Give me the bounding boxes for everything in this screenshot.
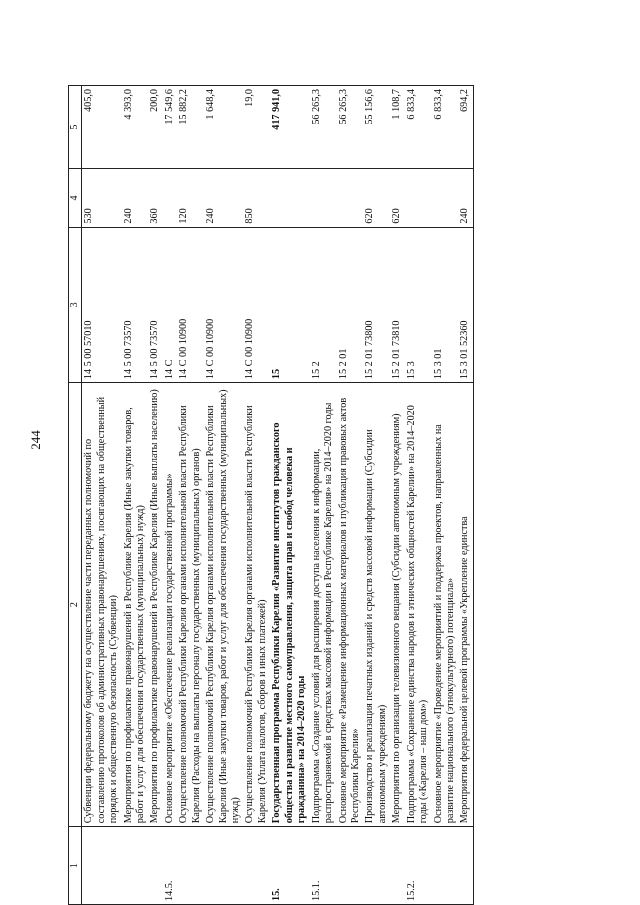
row-text: Субвенции федеральному бюджету на осуществление части переданных полномочий по составлению протоколов об административных правонарушениях, посягающих на общественный порядок и общественную безопасность (Субвенции) [82, 383, 122, 827]
row-kvr: 620 [363, 169, 390, 227]
row-kvr: 240 [458, 169, 473, 227]
table-row [405, 86, 432, 905]
row-kvr [337, 169, 364, 227]
table-row [122, 86, 149, 905]
row-kvr [270, 169, 309, 227]
row-kvr: 530 [82, 169, 122, 227]
row-code: 15 2 [310, 227, 337, 382]
row-number: 15.2. [405, 827, 432, 905]
row-sum: 417 941,0 [270, 86, 309, 169]
header-col-5: 5 [69, 86, 82, 169]
table-row [243, 86, 270, 905]
table-row [270, 86, 309, 905]
row-code: 15 2 01 [337, 227, 364, 382]
row-sum: 56 265,3 [337, 86, 364, 169]
row-kvr: 850 [243, 169, 270, 227]
row-number [458, 827, 473, 905]
row-sum: 200,0 [148, 86, 162, 169]
table-row [458, 86, 473, 905]
row-sum: 15 882,2 [177, 86, 204, 169]
row-code: 15 2 01 73800 [363, 227, 390, 382]
row-number [177, 827, 204, 905]
row-code: 15 [270, 227, 309, 382]
budget-table-sheet [68, 85, 616, 905]
table-row [148, 86, 162, 905]
row-text: Подпрограмма «Создание условий для расширения доступа населения к информации, распространяемой в средствах массовой информации в Республике Карелия» на 2014–2020 годы [310, 383, 337, 827]
row-sum: 1 648,4 [204, 86, 243, 169]
row-kvr [163, 169, 177, 227]
row-number [82, 827, 122, 905]
row-sum: 6 833,4 [432, 86, 459, 169]
row-kvr: 120 [177, 169, 204, 227]
row-sum: 6 833,4 [405, 86, 432, 169]
row-text: Осуществление полномочий Республики Карелия органами исполнительной власти Республики Карелия (Уплата налогов, сборов и иных платежей) [243, 383, 270, 827]
row-text: Осуществление полномочий Республики Карелия органами исполнительной власти Республики Карелия (Расходы на выплаты персоналу государственных (муниципальных) органов) [177, 383, 204, 827]
row-text: Мероприятия федеральной целевой программы «Укрепление единства [458, 383, 473, 827]
row-number: 15. [270, 827, 309, 905]
row-code: 14 С 00 10900 [204, 227, 243, 382]
row-kvr: 240 [122, 169, 149, 227]
table-row [177, 86, 204, 905]
row-sum: 56 265,3 [310, 86, 337, 169]
row-code: 15 3 [405, 227, 432, 382]
row-code: 14 С 00 10900 [243, 227, 270, 382]
table-row [163, 86, 177, 905]
row-kvr: 620 [390, 169, 404, 227]
row-text: Осуществление полномочий Республики Карелия органами исполнительной власти Республики Карелия (Иные закупки товаров, работ и услуг для обеспечения государственных (муниципальных) нужд) [204, 383, 243, 827]
row-kvr [405, 169, 432, 227]
row-text: Основное мероприятие «Проведение мероприятий и поддержка проектов, направленных на развитие национального (этнокультурного) потенциала» [432, 383, 459, 827]
row-sum: 55 156,6 [363, 86, 390, 169]
row-sum: 4 393,0 [122, 86, 149, 169]
row-number [363, 827, 390, 905]
row-number [204, 827, 243, 905]
row-text: Мероприятия по профилактике правонарушений в Республике Карелия (Иные выплаты населению) [148, 383, 162, 827]
row-text: Подпрограмма «Сохранение единства народов и этнических общностей Карелии» на 2014–2020 годы («Карелия – наш дом») [405, 383, 432, 827]
row-text: Производство и реализация печатных изданий и средств массовой информации (Субсидии автономным учреждениям) [363, 383, 390, 827]
table-row [337, 86, 364, 905]
table-row [363, 86, 390, 905]
row-sum: 19,0 [243, 86, 270, 169]
row-kvr [432, 169, 459, 227]
header-col-4: 4 [69, 169, 82, 227]
header-col-2: 2 [69, 383, 82, 827]
row-code: 14 С [163, 227, 177, 382]
row-text: Основное мероприятие «Размещение информационных материалов и публикация правовых актов Республики Карелия» [337, 383, 364, 827]
row-kvr [310, 169, 337, 227]
header-col-3: 3 [69, 227, 82, 382]
row-number [337, 827, 364, 905]
row-code: 14 5 00 73570 [148, 227, 162, 382]
row-sum: 1 108,7 [390, 86, 404, 169]
row-text: Основное мероприятие «Обеспечение реализации государственной программы» [163, 383, 177, 827]
row-number [122, 827, 149, 905]
row-text: Государственная программа Республики Карелия «Развитие институтов гражданского общества и развитие местного самоуправления, защита прав и свобод человека и гражданина» на 2014–2020 годы [270, 383, 309, 827]
row-kvr: 240 [204, 169, 243, 227]
row-number [243, 827, 270, 905]
table-row [390, 86, 404, 905]
row-number: 14.5. [163, 827, 177, 905]
row-number: 15.1. [310, 827, 337, 905]
row-number [390, 827, 404, 905]
row-text: Мероприятия по профилактике правонарушений в Республике Карелия (Иные закупки товаров, работ и услуг для обеспечения государственных (муниципальных) нужд) [122, 383, 149, 827]
page-number: 244 [28, 430, 43, 450]
row-number [148, 827, 162, 905]
row-sum: 405,0 [82, 86, 122, 169]
table-row [432, 86, 459, 905]
row-code: 14 5 00 73570 [122, 227, 149, 382]
table-row [82, 86, 122, 905]
row-sum: 17 549,6 [163, 86, 177, 169]
table-row [310, 86, 337, 905]
row-sum: 694,2 [458, 86, 473, 169]
row-code: 15 2 01 73810 [390, 227, 404, 382]
row-code: 15 3 01 52360 [458, 227, 473, 382]
budget-table [68, 85, 474, 905]
table-row [204, 86, 243, 905]
header-row [69, 86, 82, 905]
row-text: Мероприятия по организации телевизионного вещания (Субсидии автономным учреждениям) [390, 383, 404, 827]
row-code: 14 С 00 10900 [177, 227, 204, 382]
row-kvr: 360 [148, 169, 162, 227]
row-code: 15 3 01 [432, 227, 459, 382]
row-code: 14 5 00 57010 [82, 227, 122, 382]
row-number [432, 827, 459, 905]
header-col-1: 1 [69, 827, 82, 905]
